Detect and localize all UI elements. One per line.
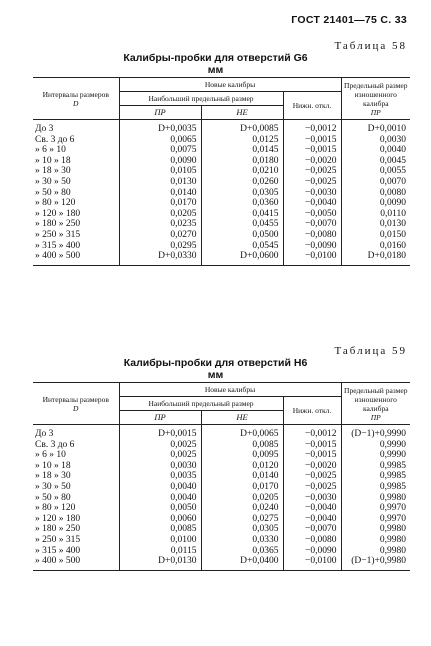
table-row <box>33 188 410 199</box>
table-row <box>33 198 410 209</box>
table-row <box>33 535 410 546</box>
lower-deviation-cell: −0,0020 <box>283 461 341 472</box>
header-ne: НЕ <box>201 106 283 120</box>
worn-size-cell: 0,0055 <box>341 166 410 177</box>
table-row <box>33 156 410 167</box>
header-intervals-symbol: D <box>73 98 79 108</box>
pr-cell: D+0,0015 <box>119 425 201 440</box>
header-intervals <box>33 383 119 425</box>
lower-deviation-cell: −0,0100 <box>283 251 341 265</box>
worn-size-cell: 0,0040 <box>341 145 410 156</box>
pr-cell: D+0,0330 <box>119 251 201 265</box>
interval-cell: До 3 <box>33 425 119 440</box>
table-row <box>33 514 410 525</box>
worn-size-cell: 0,0090 <box>341 198 410 209</box>
table-unit: мм <box>207 369 224 381</box>
table-unit: мм <box>207 64 224 76</box>
header-max-limit: Наибольший предельный размер <box>119 92 283 106</box>
interval-cell: » 250 » 315 <box>33 535 119 546</box>
table-row <box>33 524 410 535</box>
pr-cell: 0,0235 <box>119 219 201 230</box>
pr-cell: 0,0295 <box>119 241 201 252</box>
lower-deviation-cell: −0,0015 <box>283 135 341 146</box>
ne-cell: D+0,0600 <box>201 251 283 265</box>
pr-cell: 0,0085 <box>119 524 201 535</box>
header-worn-gauge <box>341 78 410 120</box>
worn-size-cell: 0,0130 <box>341 219 410 230</box>
table-row <box>33 471 410 482</box>
table-row <box>33 230 410 241</box>
ne-cell: 0,0360 <box>201 198 283 209</box>
worn-size-cell: 0,0045 <box>341 156 410 167</box>
ne-cell: 0,0305 <box>201 524 283 535</box>
interval-cell: » 315 » 400 <box>33 241 119 252</box>
ne-cell: 0,0085 <box>201 440 283 451</box>
ne-cell: D+0,0085 <box>201 120 283 135</box>
pr-cell: 0,0060 <box>119 514 201 525</box>
interval-cell: » 18 » 30 <box>33 471 119 482</box>
lower-deviation-cell: −0,0070 <box>283 219 341 230</box>
worn-size-cell: 0,0080 <box>341 188 410 199</box>
lower-deviation-cell: −0,0040 <box>283 514 341 525</box>
interval-cell: » 6 » 10 <box>33 450 119 461</box>
ne-cell: 0,0120 <box>201 461 283 472</box>
interval-cell: » 30 » 50 <box>33 482 119 493</box>
interval-cell: » 50 » 80 <box>33 493 119 504</box>
table-row <box>33 425 410 440</box>
header-worn-text: Предельный размер изношенного калибра <box>344 80 408 108</box>
pr-cell: 0,0205 <box>119 209 201 220</box>
interval-cell: » 50 » 80 <box>33 188 119 199</box>
ne-cell: 0,0275 <box>201 514 283 525</box>
worn-size-cell: 0,9980 <box>341 493 410 504</box>
worn-size-cell: D+0,0180 <box>341 251 410 265</box>
worn-size-cell: 0,0150 <box>341 230 410 241</box>
worn-size-cell: 0,9980 <box>341 524 410 535</box>
lower-deviation-cell: −0,0025 <box>283 471 341 482</box>
interval-cell: » 80 » 120 <box>33 503 119 514</box>
worn-size-cell: 0,9980 <box>341 546 410 557</box>
header-worn-text: Предельный размер изношенного калибра <box>344 385 408 413</box>
interval-cell: Св. 3 до 6 <box>33 135 119 146</box>
table-title: Калибры-пробки для отверстий H6 <box>123 357 308 369</box>
table-row <box>33 556 410 570</box>
worn-size-cell: 0,9985 <box>341 471 410 482</box>
header-lower-deviation: Нижн. откл. <box>283 92 341 120</box>
pr-cell: 0,0050 <box>119 503 201 514</box>
ne-cell: 0,0330 <box>201 535 283 546</box>
pr-cell: 0,0170 <box>119 198 201 209</box>
ne-cell: 0,0455 <box>201 219 283 230</box>
ne-cell: 0,0240 <box>201 503 283 514</box>
header-max-limit: Наибольший предельный размер <box>119 397 283 411</box>
table-row <box>33 145 410 156</box>
header-intervals <box>33 78 119 120</box>
pr-cell: 0,0035 <box>119 471 201 482</box>
interval-cell: » 180 » 250 <box>33 524 119 535</box>
lower-deviation-cell: −0,0012 <box>283 120 341 135</box>
worn-size-cell: D+0,0010 <box>341 120 410 135</box>
worn-size-cell: 0,9985 <box>341 482 410 493</box>
table-title: Калибры-пробки для отверстий G6 <box>123 52 308 64</box>
pr-cell: D+0,0130 <box>119 556 201 570</box>
table-row <box>33 166 410 177</box>
header-worn-pr: ПР <box>370 412 381 422</box>
pr-cell: 0,0100 <box>119 535 201 546</box>
table-row <box>33 120 410 135</box>
table-row <box>33 209 410 220</box>
pr-cell: 0,0270 <box>119 230 201 241</box>
lower-deviation-cell: −0,0015 <box>283 145 341 156</box>
worn-size-cell: (D−1)+0,9980 <box>341 556 410 570</box>
header-new-gauges: Новые калибры <box>119 78 341 92</box>
pr-cell: 0,0090 <box>119 156 201 167</box>
interval-cell: » 400 » 500 <box>33 251 119 265</box>
lower-deviation-cell: −0,0012 <box>283 425 341 440</box>
ne-cell: 0,0170 <box>201 482 283 493</box>
ne-cell: D+0,0400 <box>201 556 283 570</box>
worn-size-cell: 0,9990 <box>341 440 410 451</box>
ne-cell: 0,0125 <box>201 135 283 146</box>
interval-cell: » 120 » 180 <box>33 209 119 220</box>
interval-cell: » 400 » 500 <box>33 556 119 570</box>
lower-deviation-cell: −0,0015 <box>283 440 341 451</box>
worn-size-cell: 0,0110 <box>341 209 410 220</box>
pr-cell: 0,0040 <box>119 493 201 504</box>
pr-cell: 0,0140 <box>119 188 201 199</box>
lower-deviation-cell: −0,0040 <box>283 198 341 209</box>
worn-size-cell: 0,9980 <box>341 535 410 546</box>
header-worn-pr: ПР <box>370 107 381 117</box>
worn-size-cell: 0,0160 <box>341 241 410 252</box>
header-pr: ПР <box>119 106 201 120</box>
header-worn-gauge <box>341 383 410 425</box>
header-intervals-text: Интервалы размеров <box>42 394 109 404</box>
lower-deviation-cell: −0,0030 <box>283 493 341 504</box>
ne-cell: 0,0205 <box>201 493 283 504</box>
table-row <box>33 440 410 451</box>
table-row <box>33 177 410 188</box>
worn-size-cell: 0,9970 <box>341 514 410 525</box>
table-label: Таблица 58 <box>334 40 407 52</box>
header-pr: ПР <box>119 411 201 425</box>
pr-cell: D+0,0035 <box>119 120 201 135</box>
page-header: ГОСТ 21401—75 С. 33 <box>291 14 407 26</box>
interval-cell: » 250 » 315 <box>33 230 119 241</box>
ne-cell: 0,0305 <box>201 188 283 199</box>
interval-cell: До 3 <box>33 120 119 135</box>
worn-size-cell: (D−1)+0,9990 <box>341 425 410 440</box>
ne-cell: 0,0500 <box>201 230 283 241</box>
interval-cell: » 180 » 250 <box>33 219 119 230</box>
interval-cell: » 30 » 50 <box>33 177 119 188</box>
pr-cell: 0,0040 <box>119 482 201 493</box>
pr-cell: 0,0130 <box>119 177 201 188</box>
worn-size-cell: 0,9985 <box>341 461 410 472</box>
pr-cell: 0,0105 <box>119 166 201 177</box>
table-label: Таблица 59 <box>334 345 407 357</box>
table-row <box>33 546 410 557</box>
ne-cell: 0,0365 <box>201 546 283 557</box>
table-row <box>33 493 410 504</box>
table-row <box>33 241 410 252</box>
header-intervals-text: Интервалы размеров <box>42 89 109 99</box>
ne-cell: 0,0260 <box>201 177 283 188</box>
table-row <box>33 450 410 461</box>
table-row <box>33 251 410 265</box>
lower-deviation-cell: −0,0070 <box>283 524 341 535</box>
interval-cell: Св. 3 до 6 <box>33 440 119 451</box>
pr-cell: 0,0065 <box>119 135 201 146</box>
pr-cell: 0,0025 <box>119 440 201 451</box>
worn-size-cell: 0,9990 <box>341 450 410 461</box>
pr-cell: 0,0030 <box>119 461 201 472</box>
table-row <box>33 135 410 146</box>
ne-cell: 0,0180 <box>201 156 283 167</box>
lower-deviation-cell: −0,0100 <box>283 556 341 570</box>
ne-cell: 0,0140 <box>201 471 283 482</box>
lower-deviation-cell: −0,0025 <box>283 482 341 493</box>
pr-cell: 0,0115 <box>119 546 201 557</box>
interval-cell: » 10 » 18 <box>33 461 119 472</box>
header-intervals-symbol: D <box>73 403 79 413</box>
header-lower-deviation: Нижн. откл. <box>283 397 341 425</box>
worn-size-cell: 0,0070 <box>341 177 410 188</box>
table-row <box>33 461 410 472</box>
pr-cell: 0,0075 <box>119 145 201 156</box>
header-new-gauges: Новые калибры <box>119 383 341 397</box>
header-ne: НЕ <box>201 411 283 425</box>
lower-deviation-cell: −0,0090 <box>283 241 341 252</box>
ne-cell: 0,0545 <box>201 241 283 252</box>
lower-deviation-cell: −0,0050 <box>283 209 341 220</box>
interval-cell: » 315 » 400 <box>33 546 119 557</box>
worn-size-cell: 0,0030 <box>341 135 410 146</box>
ne-cell: 0,0095 <box>201 450 283 461</box>
table-row <box>33 503 410 514</box>
ne-cell: 0,0415 <box>201 209 283 220</box>
worn-size-cell: 0,9970 <box>341 503 410 514</box>
lower-deviation-cell: −0,0015 <box>283 450 341 461</box>
lower-deviation-cell: −0,0025 <box>283 166 341 177</box>
lower-deviation-cell: −0,0025 <box>283 177 341 188</box>
table-row <box>33 482 410 493</box>
lower-deviation-cell: −0,0090 <box>283 546 341 557</box>
lower-deviation-cell: −0,0030 <box>283 188 341 199</box>
interval-cell: » 120 » 180 <box>33 514 119 525</box>
lower-deviation-cell: −0,0020 <box>283 156 341 167</box>
lower-deviation-cell: −0,0080 <box>283 230 341 241</box>
table-row <box>33 219 410 230</box>
lower-deviation-cell: −0,0080 <box>283 535 341 546</box>
interval-cell: » 6 » 10 <box>33 145 119 156</box>
interval-cell: » 80 » 120 <box>33 198 119 209</box>
lower-deviation-cell: −0,0040 <box>283 503 341 514</box>
pr-cell: 0,0025 <box>119 450 201 461</box>
interval-cell: » 10 » 18 <box>33 156 119 167</box>
ne-cell: 0,0145 <box>201 145 283 156</box>
interval-cell: » 18 » 30 <box>33 166 119 177</box>
ne-cell: D+0,0065 <box>201 425 283 440</box>
calibration-table <box>33 77 410 266</box>
ne-cell: 0,0210 <box>201 166 283 177</box>
calibration-table <box>33 382 410 571</box>
